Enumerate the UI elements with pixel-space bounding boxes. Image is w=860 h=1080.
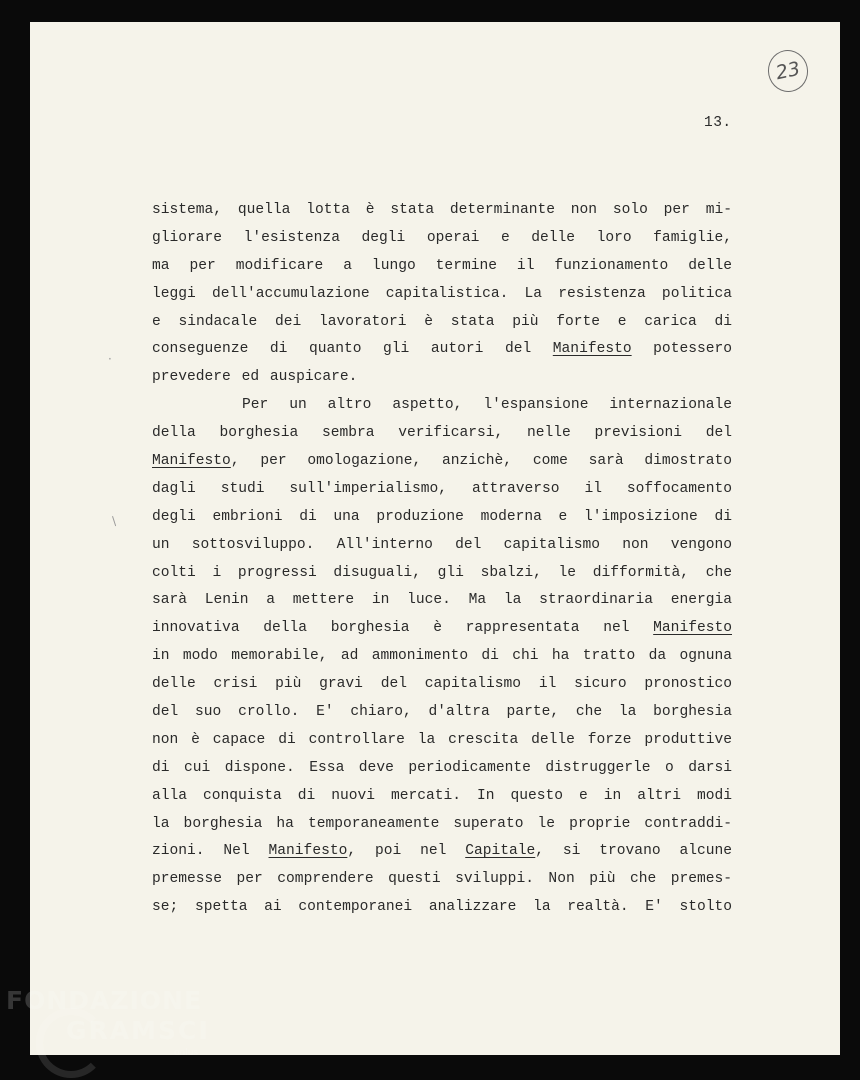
- text-segment: , si trovano alcune: [535, 843, 732, 860]
- text-line: di cui dispone. Essa deve periodicamente distruggerle o darsi: [152, 759, 732, 776]
- text-line: Per un altro aspetto, l'espansione internazionale: [242, 397, 732, 414]
- text-line: delle crisi più gravi del capitalismo il sicuro pronostico: [152, 676, 732, 693]
- text-line: se; spetta ai contemporanei analizzare la realtà. E' stolto: [152, 899, 732, 916]
- text-segment: conseguenze di quanto gli autori del: [152, 341, 553, 358]
- underlined-title: Manifesto: [268, 843, 348, 860]
- document-page: [30, 22, 840, 1055]
- text-line: degli embrioni di una produzione moderna e l'imposizione di: [152, 508, 732, 525]
- watermark-line2: GRAMSCI: [66, 1016, 210, 1045]
- text-line: e sindacale dei lavoratori è stata più forte e carica di: [152, 313, 732, 330]
- underlined-title: Manifesto: [552, 341, 632, 358]
- text-line: in modo memorabile, ad ammonimento di chi ha tratto da ognuna: [152, 648, 732, 665]
- text-line: della borghesia sembra verificarsi, nelle previsioni del: [152, 425, 732, 442]
- text-line: non è capace di controllare la crescita delle forze produttive: [152, 731, 732, 748]
- stamp-number: 23: [773, 57, 803, 85]
- underlined-title: Manifesto: [653, 620, 732, 637]
- text-line: la borghesia ha temporaneamente superato le proprie contraddi-: [152, 815, 732, 832]
- stray-mark: ·: [108, 352, 112, 366]
- text-line: un sottosviluppo. All'interno del capitalismo non vengono: [152, 536, 732, 553]
- text-line: del suo crollo. E' chiaro, d'altra parte, che la borghesia: [152, 704, 732, 721]
- text-segment: potessero: [631, 341, 732, 358]
- text-line: ma per modificare a lungo termine il funzionamento delle: [152, 257, 732, 274]
- text-line: [152, 838, 732, 866]
- watermark-logo: [6, 984, 216, 1074]
- text-line: leggi dell'accumulazione capitalistica. La resistenza politica: [152, 285, 732, 302]
- watermark-line3: onlus: [174, 1048, 199, 1058]
- text-line: sistema, quella lotta è stata determinante non solo per mi-: [152, 202, 732, 218]
- text-line: gliorare l'esistenza degli operai e delle loro famiglie,: [152, 229, 732, 246]
- text-segment: innovativa della borghesia è rappresentata nel: [152, 620, 654, 637]
- underlined-title: Manifesto: [152, 453, 231, 470]
- text-line: colti i progressi disuguali, gli sbalzi, le difformità, che: [152, 564, 732, 581]
- body-text: [152, 197, 732, 922]
- stray-mark: /: [108, 514, 120, 528]
- text-line: prevedere ed auspicare.: [152, 369, 358, 386]
- text-line: sarà Lenin a mettere in luce. Ma la straordinaria energia: [152, 592, 732, 609]
- text-line: premesse per comprendere questi sviluppi. Non più che premes-: [152, 871, 732, 888]
- text-line: [152, 448, 732, 476]
- text-line: [152, 336, 732, 364]
- text-line: dagli studi sull'imperialismo, attraverso il soffocamento: [152, 480, 732, 497]
- text-segment: , poi nel: [347, 843, 466, 860]
- underlined-title: Capitale: [465, 843, 536, 860]
- text-line: alla conquista di nuovi mercati. In questo e in altri modi: [152, 787, 732, 804]
- text-segment: , per omologazione, anzichè, come sarà dimostrato: [230, 453, 732, 470]
- text-line: [152, 615, 732, 643]
- page-number: 13.: [704, 115, 732, 131]
- archive-stamp: [764, 46, 812, 95]
- text-segment: zioni. Nel: [152, 843, 269, 860]
- watermark-line1: FONDAZIONE: [6, 986, 203, 1015]
